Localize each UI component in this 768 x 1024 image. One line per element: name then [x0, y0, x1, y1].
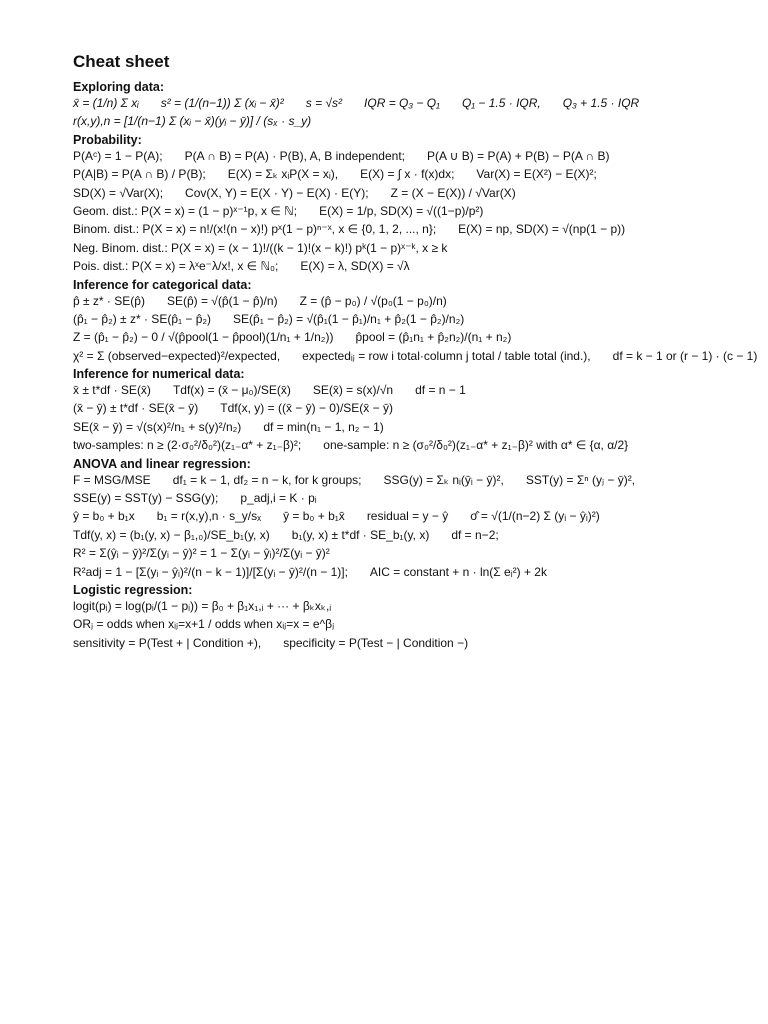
cheat-sheet — [73, 52, 758, 650]
variance-formula: s² = (1/(n−1)) Σ (xᵢ − x̄)² — [160, 96, 284, 110]
upper-fence: Q₃ + 1.5 · IQR — [562, 96, 640, 110]
probability-row-1 — [73, 149, 713, 163]
page-title: Cheat sheet — [73, 52, 170, 71]
r-squared: R² = Σ(ŷᵢ − ȳ)²/Σ(yᵢ − ȳ)² = 1 − Σ(yᵢ − ŷᵢ)²/Σ(yᵢ − ȳ)² — [73, 546, 330, 561]
numerical-row-1 — [73, 383, 713, 397]
expected-count: expectedᵢⱼ = row i total·column j total / table total (ind.), — [302, 348, 591, 363]
conditional-prob: P(A|B) = P(A ∩ B) / P(B); — [73, 167, 206, 182]
logit: logit(pᵢ) = log(pᵢ/(1 − pᵢ)) = β₀ + β₁x₁,ᵢ + ··· + βₖxₖ,ᵢ — [73, 598, 332, 613]
sensitivity: sensitivity = P(Test + | Condition +), — [73, 635, 262, 650]
chi-df: df = k − 1 or (r − 1) · (c − 1) — [612, 348, 758, 363]
sst: SST(y) = Σⁿ (yⱼ − ȳ)², — [525, 472, 636, 487]
categorical-row-2 — [73, 312, 713, 326]
diff-mean-df: df = min(n₁ − 1, n₂ − 1) — [263, 419, 384, 434]
numerical-row-3 — [73, 420, 713, 434]
covariance-def: Cov(X, Y) = E(X · Y) − E(X) · E(Y); — [185, 185, 369, 200]
geom-pmf: Geom. dist.: P(X = x) = (1 − p)ˣ⁻¹p, x ∈ ℕ; — [73, 203, 298, 218]
t-df: df = n − 1 — [415, 383, 466, 398]
negbin-row — [73, 241, 713, 255]
diff-prop-se: SE(p̂₁ − p̂₂) = √(p̂₁(1 − p̂₁)/n₁ + p̂₂(1 − p̂₂)/n₂) — [233, 311, 465, 326]
pooled-prop: p̂pool = (p̂₁n₁ + p̂₂n₂)/(n₁ + n₂) — [355, 330, 512, 345]
probability-row-2 — [73, 167, 713, 181]
logistic-row-3 — [73, 636, 713, 650]
negbin-pmf: Neg. Binom. dist.: P(X = x) = (x − 1)!/((k − 1)!(x − k)!) pᵏ(1 − p)ˣ⁻ᵏ, x ≥ k — [73, 240, 448, 255]
aic: AIC = constant + n · ln(Σ eᵢ²) + 2k — [369, 564, 547, 579]
lower-fence: Q₁ − 1.5 · IQR, — [461, 96, 541, 110]
logistic-row-1 — [73, 599, 713, 613]
slope-t: Tdf(y, x) = (b₁(y, x) − β₁,₀)/SE_b₁(y, x) — [73, 527, 270, 542]
diff-mean-se: SE(x̄ − ȳ) = √(s(x)²/n₁ + s(y)²/n₂) — [73, 419, 242, 434]
mean-ci: x̄ ± t*df · SE(x̄) — [73, 383, 151, 398]
exploring-row-1 — [73, 96, 713, 110]
probability-row-3 — [73, 186, 713, 200]
diff-prop-z: Z = (p̂₁ − p̂₂) − 0 / √(p̂pool(1 − p̂pool)(1/n₁ + 1/n₂)) — [73, 330, 334, 345]
sample-size-one: one-sample: n ≥ (σ₀²/δ₀²)(z₁₋α* + z₁₋β)² with α* ∈ {α, α/2} — [323, 438, 629, 453]
regression-line: ŷ = b₀ + b₁x — [73, 509, 135, 524]
mean-point: ȳ = b₀ + b₁x̄ — [283, 509, 345, 524]
slope: b₁ = r(x,y),n · s_y/sₓ — [156, 509, 262, 524]
z-standardize: Z = (X − E(X)) / √Var(X) — [390, 185, 516, 200]
binom-pmf: Binom. dist.: P(X = x) = n!/(x!(n − x)!) pˣ(1 − p)ⁿ⁻ˣ, x ∈ {0, 1, 2, ..., n}; — [73, 222, 437, 237]
diff-mean-ci: (x̄ − ȳ) ± t*df · SE(x̄ − ȳ) — [73, 401, 199, 416]
pois-pmf: Pois. dist.: P(X = x) = λˣe⁻λ/x!, x ∈ ℕ₀; — [73, 259, 279, 274]
anova-dfs: df₁ = k − 1, df₂ = n − k, for k groups; — [172, 472, 362, 487]
logistic-row-2 — [73, 617, 713, 631]
numerical-heading: Inference for numerical data: — [73, 367, 245, 382]
numerical-row-2 — [73, 401, 713, 415]
residual: residual = y − ŷ — [366, 509, 449, 524]
sigma-hat: σ̂ = √(1/(n−2) Σ (yᵢ − ŷᵢ)²) — [470, 509, 600, 524]
expectation-discrete: E(X) = Σₖ xᵢP(X = xᵢ), — [227, 167, 339, 182]
p-adjusted: p_adj,i = K · pᵢ — [240, 491, 317, 506]
prop-z: Z = (p̂ − p₀) / √(p₀(1 − p₀)/n) — [299, 293, 447, 308]
union-rule: P(A ∪ B) = P(A) + P(B) − P(A ∩ B) — [427, 148, 610, 163]
mean-formula: x̄ = (1/n) Σ xᵢ — [73, 96, 139, 110]
regression-df: df = n−2; — [451, 527, 499, 542]
sse: SSE(y) = SST(y) − SSG(y); — [73, 491, 219, 506]
slope-ci: b₁(y, x) ± t*df · SE_b₁(y, x) — [291, 527, 430, 542]
pois-moments: E(X) = λ, SD(X) = √λ — [300, 259, 410, 274]
chi-square: χ² = Σ (observed−expected)²/expected, — [73, 348, 281, 363]
anova-row-1 — [73, 473, 713, 487]
prop-se: SE(p̂) = √(p̂(1 − p̂)/n) — [166, 293, 278, 308]
ssg: SSG(y) = Σₖ nᵢ(ȳᵢ − ȳ)², — [383, 472, 504, 487]
sd-formula: s = √s² — [305, 96, 343, 110]
iqr-formula: IQR = Q₃ − Q₁ — [364, 96, 440, 110]
exploring-heading: Exploring data: — [73, 80, 164, 94]
f-stat: F = MSG/MSE — [73, 472, 151, 487]
odds-ratio: ORⱼ = odds when xᵢⱼ=x+1 / odds when xᵢⱼ=x = e^βⱼ — [73, 617, 335, 632]
specificity: specificity = P(Test − | Condition −) — [283, 635, 469, 650]
sd-def: SD(X) = √Var(X); — [73, 185, 164, 200]
categorical-row-4 — [73, 348, 758, 363]
prop-ci: p̂ ± z* · SE(p̂) — [73, 293, 145, 308]
exploring-row-2 — [73, 114, 713, 128]
anova-heading: ANOVA and linear regression: — [73, 456, 251, 471]
geom-row — [73, 204, 713, 218]
pois-row — [73, 259, 713, 273]
diff-mean-t: Tdf(x, y) = ((x̄ − ȳ) − 0)/SE(x̄ − ȳ) — [220, 401, 393, 416]
correlation-formula: r(x,y),n = [1/(n−1) Σ (xᵢ − x̄)(yᵢ − ȳ)] / (sₓ · s_y) — [73, 114, 312, 129]
logistic-heading: Logistic regression: — [73, 582, 193, 597]
binom-row — [73, 222, 713, 236]
binom-moments: E(X) = np, SD(X) = √(np(1 − p)) — [458, 222, 626, 237]
anova-row-5 — [73, 546, 713, 560]
t-stat: Tdf(x) = (x̄ − μ₀)/SE(x̄) — [172, 383, 291, 398]
anova-row-6 — [73, 565, 713, 579]
diff-prop-ci: (p̂₁ − p̂₂) ± z* · SE(p̂₁ − p̂₂) — [73, 311, 212, 326]
sample-size-two: two-samples: n ≥ (2·σ₀²/δ₀²)(z₁₋α* + z₁₋β)²; — [73, 438, 302, 453]
anova-row-2 — [73, 491, 713, 505]
independence-rule: P(A ∩ B) = P(A) · P(B), A, B independent; — [184, 148, 405, 163]
probability-heading: Probability: — [73, 132, 142, 147]
categorical-row-3 — [73, 330, 713, 344]
categorical-heading: Inference for categorical data: — [73, 277, 252, 292]
numerical-row-4 — [73, 438, 713, 452]
categorical-row-1 — [73, 294, 713, 308]
geom-moments: E(X) = 1/p, SD(X) = √((1−p)/p²) — [319, 203, 484, 218]
variance-def: Var(X) = E(X²) − E(X)²; — [476, 167, 597, 182]
anova-row-4 — [73, 528, 713, 542]
complement-rule: P(Aᶜ) = 1 − P(A); — [73, 148, 163, 163]
mean-se: SE(x̄) = s(x)/√n — [312, 383, 394, 398]
r-squared-adj: R²adj = 1 − [Σ(yᵢ − ŷᵢ)²/(n − k − 1)]/[Σ(yᵢ − ȳ)²/(n − 1)]; — [73, 564, 348, 579]
anova-row-3 — [73, 509, 713, 523]
expectation-continuous: E(X) = ∫ x · f(x)dx; — [360, 167, 455, 182]
